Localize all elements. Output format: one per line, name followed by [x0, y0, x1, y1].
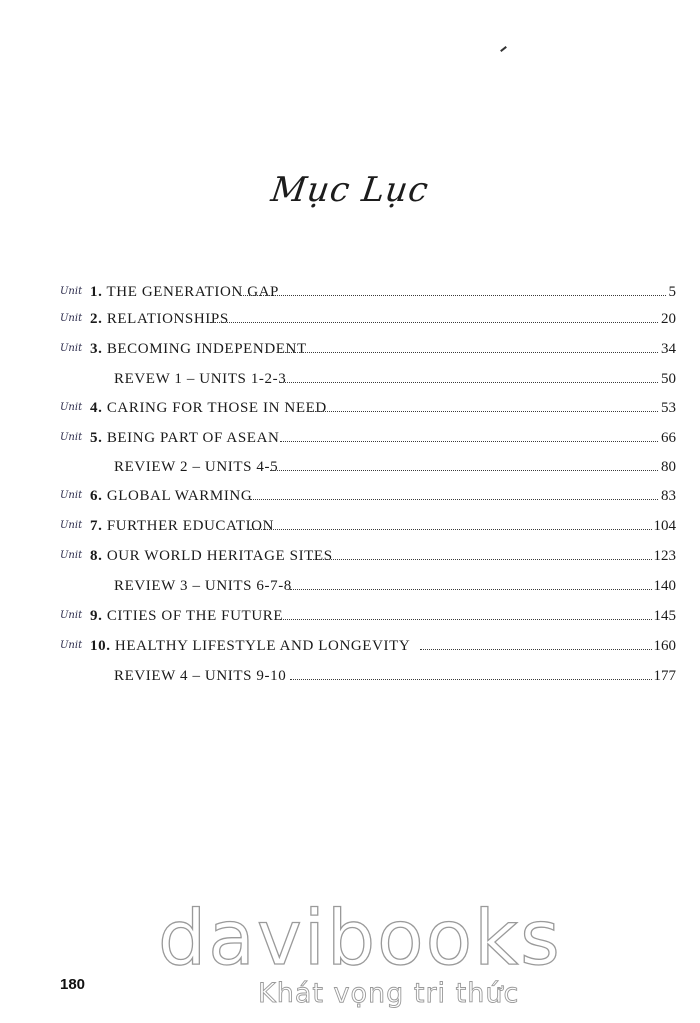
- entry-title-text: REVEW 1 – UNITS 1-2-3: [114, 371, 287, 387]
- toc-page-number: 83: [659, 485, 676, 507]
- toc-entry-title: [114, 456, 280, 478]
- leader-dots: [310, 411, 660, 412]
- leader-dots: [250, 529, 652, 530]
- unit-label: Unit: [60, 520, 83, 531]
- unit-number: 8.: [90, 548, 103, 564]
- unit-label: Unit: [60, 490, 83, 501]
- unit-label: Unit: [60, 610, 83, 621]
- toc-entry-title: [90, 281, 281, 303]
- toc-entry: [0, 338, 700, 360]
- toc-entry: [0, 368, 700, 390]
- toc-entry-title: [90, 427, 281, 449]
- page-number: 180: [60, 976, 86, 993]
- leader-dots: [280, 441, 660, 442]
- unit-number: 7.: [90, 518, 103, 534]
- entry-title-text: GLOBAL WARMING: [106, 488, 253, 504]
- entry-title-text: CITIES OF THE FUTURE: [106, 608, 284, 624]
- entry-title-text: REVIEW 4 – UNITS 9-10: [114, 668, 287, 684]
- unit-number: 10.: [90, 638, 111, 654]
- toc-page-number: 80: [659, 456, 676, 478]
- unit-label: Unit: [60, 313, 83, 324]
- toc-entry-title: [90, 545, 335, 567]
- leader-dots: [290, 589, 652, 590]
- leader-dots: [420, 649, 652, 650]
- entry-title-text: HEALTHY LIFESTYLE AND LONGEVITY: [114, 638, 411, 654]
- unit-label: Unit: [60, 286, 83, 297]
- watermark-logo: davibooks: [158, 893, 562, 982]
- toc-page-number: 123: [652, 545, 677, 567]
- entry-title-text: BECOMING INDEPENDENT: [106, 341, 307, 357]
- toc-page-number: 5: [667, 281, 677, 303]
- toc-entry-title: [90, 605, 285, 627]
- unit-number: 4.: [90, 400, 103, 416]
- toc-entry: [0, 515, 700, 537]
- entry-title-text: THE GENERATION GAP: [106, 284, 279, 300]
- unit-label: Unit: [60, 343, 83, 354]
- entry-title-text: REVIEW 2 – UNITS 4-5: [114, 459, 279, 475]
- unit-number: 1.: [90, 284, 103, 300]
- toc-page-number: 140: [652, 575, 677, 597]
- toc-entry-title: [90, 308, 231, 330]
- entry-title-text: BEING PART OF ASEAN: [106, 430, 280, 446]
- unit-number: 5.: [90, 430, 103, 446]
- leader-dots: [240, 295, 670, 296]
- unit-number: 3.: [90, 341, 103, 357]
- toc-entry: [0, 485, 700, 507]
- toc-page-number: 104: [652, 515, 677, 537]
- entry-title-text: FURTHER EDUCATION: [106, 518, 275, 534]
- watermark-tagline: Khát vọng tri thức: [258, 978, 520, 1009]
- entry-title-text: CARING FOR THOSE IN NEED: [106, 400, 327, 416]
- toc-entry-title: [114, 368, 288, 390]
- toc-entry: [0, 665, 700, 687]
- toc-entry-title: [90, 515, 276, 537]
- page-title: Mục Lục: [268, 170, 432, 210]
- toc-entry-title: [90, 485, 254, 507]
- toc-entry-title: [114, 665, 288, 687]
- toc-entry-title: [90, 635, 412, 657]
- unit-label: Unit: [60, 402, 83, 413]
- toc-page-number: 177: [652, 665, 677, 687]
- unit-number: 6.: [90, 488, 103, 504]
- toc-entry: [0, 281, 700, 303]
- entry-title-text: REVIEW 3 – UNITS 6-7-8: [114, 578, 292, 594]
- toc-entry: [0, 308, 700, 330]
- toc-entry-title: [90, 338, 309, 360]
- unit-label: Unit: [60, 432, 83, 443]
- leader-dots: [310, 559, 652, 560]
- leader-dots: [210, 322, 660, 323]
- toc-entry: [0, 635, 700, 657]
- toc-entry: [0, 427, 700, 449]
- leader-dots: [280, 619, 652, 620]
- toc-entry: [0, 456, 700, 478]
- toc-entry: [0, 545, 700, 567]
- toc-entry-title: [90, 397, 329, 419]
- toc-entry-title: [114, 575, 294, 597]
- toc-entry: [0, 605, 700, 627]
- toc-entry: [0, 575, 700, 597]
- entry-title-text: OUR WORLD HERITAGE SITES: [106, 548, 333, 564]
- unit-number: 9.: [90, 608, 103, 624]
- toc-entry: [0, 397, 700, 419]
- toc-page-number: 50: [659, 368, 676, 390]
- leader-dots: [270, 470, 660, 471]
- leader-dots: [280, 382, 660, 383]
- leader-dots: [250, 499, 660, 500]
- toc-page-number: 160: [652, 635, 677, 657]
- toc-page-number: 66: [659, 427, 676, 449]
- toc-page-number: 53: [659, 397, 676, 419]
- entry-title-text: RELATIONSHIPS: [106, 311, 229, 327]
- unit-number: 2.: [90, 311, 103, 327]
- leader-dots: [290, 679, 652, 680]
- leader-dots: [280, 352, 660, 353]
- unit-label: Unit: [60, 550, 83, 561]
- toc-page-number: 20: [659, 308, 676, 330]
- toc-page-number: 34: [659, 338, 676, 360]
- unit-label: Unit: [60, 640, 83, 651]
- toc-page-number: 145: [652, 605, 677, 627]
